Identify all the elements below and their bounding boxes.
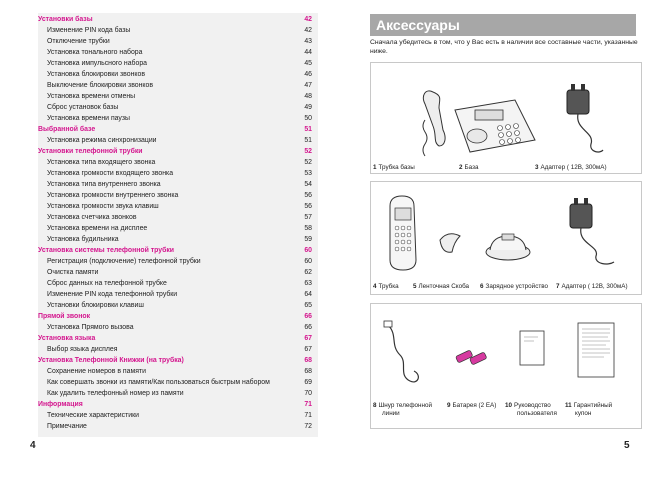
toc-entry-title: Установка времени на дисплее [47,225,148,232]
item-8: 8 Шнур телефонной линии [373,402,433,417]
toc-entry-page: 42 [304,27,312,34]
toc-entry [38,213,318,223]
toc-entry-title: Установка громкости звука клавиш [47,203,159,210]
toc-entry-title: Установка громкости входящего звонка [47,170,174,177]
toc-entry [38,224,318,234]
toc-section [38,400,318,410]
toc-entry-page: 51 [304,126,312,133]
toc-entry-title: Установка режима синхронизации [47,137,157,144]
toc-entry-page: 52 [304,159,312,166]
toc-entry [38,136,318,146]
handset-charger-illustration [378,190,638,275]
toc-entry-title: Установка языка [38,335,96,342]
toc-entry-title: Изменение PIN кода телефонной трубки [47,291,178,298]
toc-entry-page: 59 [304,236,312,243]
toc-entry-page: 43 [304,38,312,45]
toc-entry-title: Установка счетчика звонков [47,214,137,221]
toc-entry [38,367,318,377]
toc-section [38,125,318,135]
toc-entry [38,235,318,245]
toc-entry-title: Установка будильника [47,236,119,243]
toc-entry [38,257,318,267]
toc-entry-page: 50 [304,115,312,122]
item-11: 11 Гарантийный купон [565,402,613,417]
toc-entry [38,279,318,289]
toc-entry-page: 64 [304,291,312,298]
toc-entry-title: Установка Телефонной Книжки (на трубка) [38,357,184,364]
toc-entry-page: 56 [304,203,312,210]
item-3: 3 Адаптер ( 12В, 300мА) [535,164,607,171]
toc-entry-page: 67 [304,335,312,342]
toc-entry-page: 60 [304,258,312,265]
intro-text: Сначала убедитесь в том, что у Вас есть в наличии все составные части, указанные ниже. [370,39,638,55]
toc-entry-page: 54 [304,181,312,188]
toc-section [38,147,318,157]
toc-entry-title: Установка системы телефонной трубки [38,247,175,254]
right-page-number: 5 [624,440,630,451]
toc-entry [38,37,318,47]
toc-section [38,15,318,25]
toc-entry-title: Установка времени паузы [47,115,130,122]
toc-entry-page: 56 [304,192,312,199]
toc-section [38,356,318,366]
cord-battery-manual-illustration [378,315,638,395]
item-2: 2 База [459,164,479,171]
toc-entry-page: 71 [304,412,312,419]
toc-entry-page: 49 [304,104,312,111]
page-title: Аксессуары [370,14,636,36]
toc-entry-page: 47 [304,82,312,89]
toc-section [38,246,318,256]
toc-entry [38,268,318,278]
toc-entry-page: 53 [304,170,312,177]
toc-entry-title: Установки телефонной трубки [38,148,143,155]
toc-entry [38,48,318,58]
toc-entry-title: Технические характеристики [47,412,139,419]
toc-entry-page: 63 [304,280,312,287]
toc-entry-page: 69 [304,379,312,386]
toc-entry-title: Сброс данных на телефонной трубке [47,280,167,287]
toc-entry [38,345,318,355]
toc-entry [38,301,318,311]
toc-entry-title: Регистрация (подключение) телефонной трубки [47,258,201,265]
toc-entry-page: 67 [304,346,312,353]
table-of-contents [38,13,318,437]
toc-entry [38,92,318,102]
toc-entry [38,103,318,113]
toc-entry-title: Установки базы [38,16,93,23]
item-1: 1 Трубка базы [373,164,415,171]
toc-entry-title: Как совершать звонки из памяти/Как пользоваться быстрым набором [47,379,270,386]
toc-entry-title: Изменение PIN кода базы [47,27,131,34]
toc-entry [38,411,318,421]
toc-entry-page: 66 [304,324,312,331]
toc-entry-title: Установка типа внутреннего звонка [47,181,161,188]
item-5: 5 Ленточная Скоба [413,283,470,290]
toc-entry-title: Установка блокировки звонков [47,71,145,78]
toc-entry-title: Установка типа входящего звонка [47,159,156,166]
toc-entry [38,180,318,190]
toc-entry-page: 68 [304,368,312,375]
toc-entry [38,26,318,36]
toc-entry-title: Установка импульсного набора [47,60,147,67]
toc-entry [38,70,318,80]
toc-entry-page: 65 [304,302,312,309]
toc-section [38,334,318,344]
toc-entry-title: Сброс установок базы [47,104,119,111]
toc-entry-title: Установка тонального набора [47,49,143,56]
toc-entry-page: 45 [304,60,312,67]
toc-entry-page: 72 [304,423,312,430]
toc-entry-title: Примечание [47,423,87,430]
toc-entry-title: Информация [38,401,83,408]
toc-entry-title: Выбор языка дисплея [47,346,118,353]
toc-entry-page: 66 [304,313,312,320]
toc-entry-title: Очистка памяти [47,269,99,276]
toc-section [38,312,318,322]
toc-entry-page: 60 [304,247,312,254]
toc-entry-title: Сохранение номеров в памяти [47,368,146,375]
toc-entry-page: 68 [304,357,312,364]
toc-entry [38,114,318,124]
toc-entry-page: 70 [304,390,312,397]
toc-entry [38,389,318,399]
toc-entry-page: 62 [304,269,312,276]
toc-entry-title: Установка Прямого вызова [47,324,134,331]
toc-entry-page: 57 [304,214,312,221]
toc-entry-title: Отключение трубки [47,38,110,45]
toc-entry [38,290,318,300]
item-9: 9 Батарея (2 ЕА) [447,402,497,409]
toc-entry [38,59,318,69]
toc-entry [38,378,318,388]
toc-entry [38,81,318,91]
toc-entry-page: 58 [304,225,312,232]
left-page-number: 4 [30,440,36,451]
toc-entry-page: 44 [304,49,312,56]
toc-entry [38,169,318,179]
toc-entry-title: Прямой звонок [38,313,91,320]
item-4: 4 Трубка [373,283,399,290]
toc-entry-title: Выбранной базе [38,126,96,133]
item-10: 10 Руководство пользователя [505,402,557,417]
toc-entry [38,422,318,432]
toc-entry [38,202,318,212]
item-6: 6 Зарядное устройство [480,283,549,290]
toc-entry [38,191,318,201]
toc-entry [38,158,318,168]
toc-entry-title: Установка громкости внутреннего звонка [47,192,179,199]
toc-entry-page: 51 [304,137,312,144]
toc-entry-page: 48 [304,93,312,100]
toc-entry-title: Выключение блокировки звонков [47,82,154,89]
toc-entry-page: 52 [304,148,312,155]
toc-entry-page: 71 [304,401,312,408]
toc-entry-page: 46 [304,71,312,78]
base-and-handset-illustration [395,80,615,165]
toc-entry-title: Как удалить телефонный номер из памяти [47,390,184,397]
toc-entry-title: Установки блокировки клавиш [47,302,144,309]
toc-entry-title: Установка времени отмены [47,93,136,100]
toc-entry-page: 42 [304,16,312,23]
toc-entry [38,323,318,333]
item-7: 7 Адаптер ( 12В, 300мА) [556,283,628,290]
